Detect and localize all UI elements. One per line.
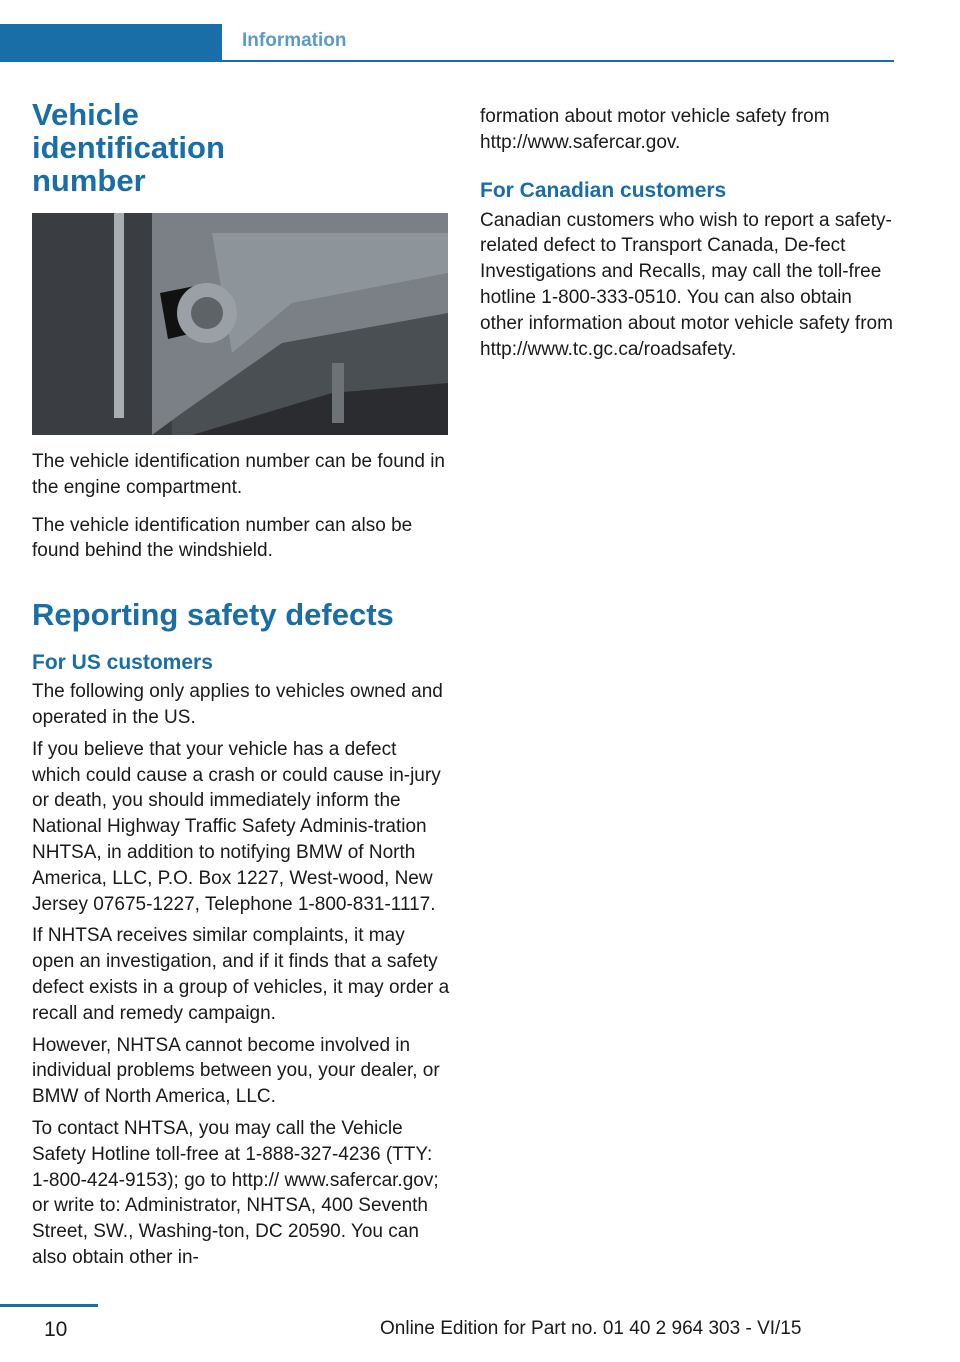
us-paragraph-3: If NHTSA receives similar complaints, it may open an investigation, and if it finds that a safety defect exists in a group of vehicles, it may order a recall and remedy campaign.: [32, 925, 450, 1024]
edition-text: Online Edition for Part no. 01 40 2 964 303 - VI/15: [380, 1318, 802, 1339]
engine-photo-illustration: [32, 213, 448, 435]
vin-heading-wrap: [32, 98, 332, 197]
us-customers-heading: For US customers: [32, 651, 213, 675]
us-paragraph-5: To contact NHTSA, you may call the Vehicle Safety Hotline toll-free at 1-888-327-4236 (TTY: 1-800-424-9153); go to http:// www.safercar.gov; or write to: Administrator, NHTSA, 400 Seventh Street, SW., Washing‐ton, DC 20590. You can also obtain other in‐: [32, 1117, 439, 1268]
page-number: 10: [44, 1318, 68, 1341]
us-paragraph-1: The following only applies to vehicles owned and operated in the US.: [32, 681, 443, 728]
vin-paragraph-1: The vehicle identification number can be found in the engine compartment.: [32, 451, 445, 498]
canada-paragraph: Canadian customers who wish to report a safety-related defect to Transport Canada, De‐fect Investigations and Recalls, may call the toll-free hotline 1-800-333-0510. You can also obtain other information about motor vehicle safety from http://www.tc.gc.ca/roadsafety.: [480, 209, 893, 360]
header-rule: [222, 60, 894, 62]
us-paragraph-4: However, NHTSA cannot become involved in individual problems between you, your dealer, or BMW of North America, LLC.: [32, 1034, 440, 1108]
engine-compartment-photo: [32, 213, 448, 435]
right-column: [480, 104, 898, 362]
vin-heading: Vehicle identification number: [32, 97, 225, 198]
us-paragraph-5-continued: formation about motor vehicle safety from http://www.safercar.gov.: [480, 106, 830, 153]
vin-paragraph-2: The vehicle identification number can also be found behind the windshield.: [32, 514, 413, 562]
footer-rule: [0, 1304, 98, 1307]
defects-heading: Reporting safety defects: [32, 597, 394, 633]
us-paragraph-2: If you believe that your vehicle has a defect which could cause a crash or could cause in‐jury or death, you should immediately inform the National Highway Traffic Safety Adminis‐tration NHTSA, in addition to notifying BMW of North America, LLC, P.O. Box 1227, West‐wood, New Jersey 07675-1227, Telephone 1-800-831-1117.: [32, 738, 441, 915]
section-title: Information: [242, 30, 347, 51]
canadian-customers-heading: For Canadian customers: [480, 178, 727, 202]
left-column: [32, 98, 450, 1271]
header-color-block: [0, 24, 222, 62]
